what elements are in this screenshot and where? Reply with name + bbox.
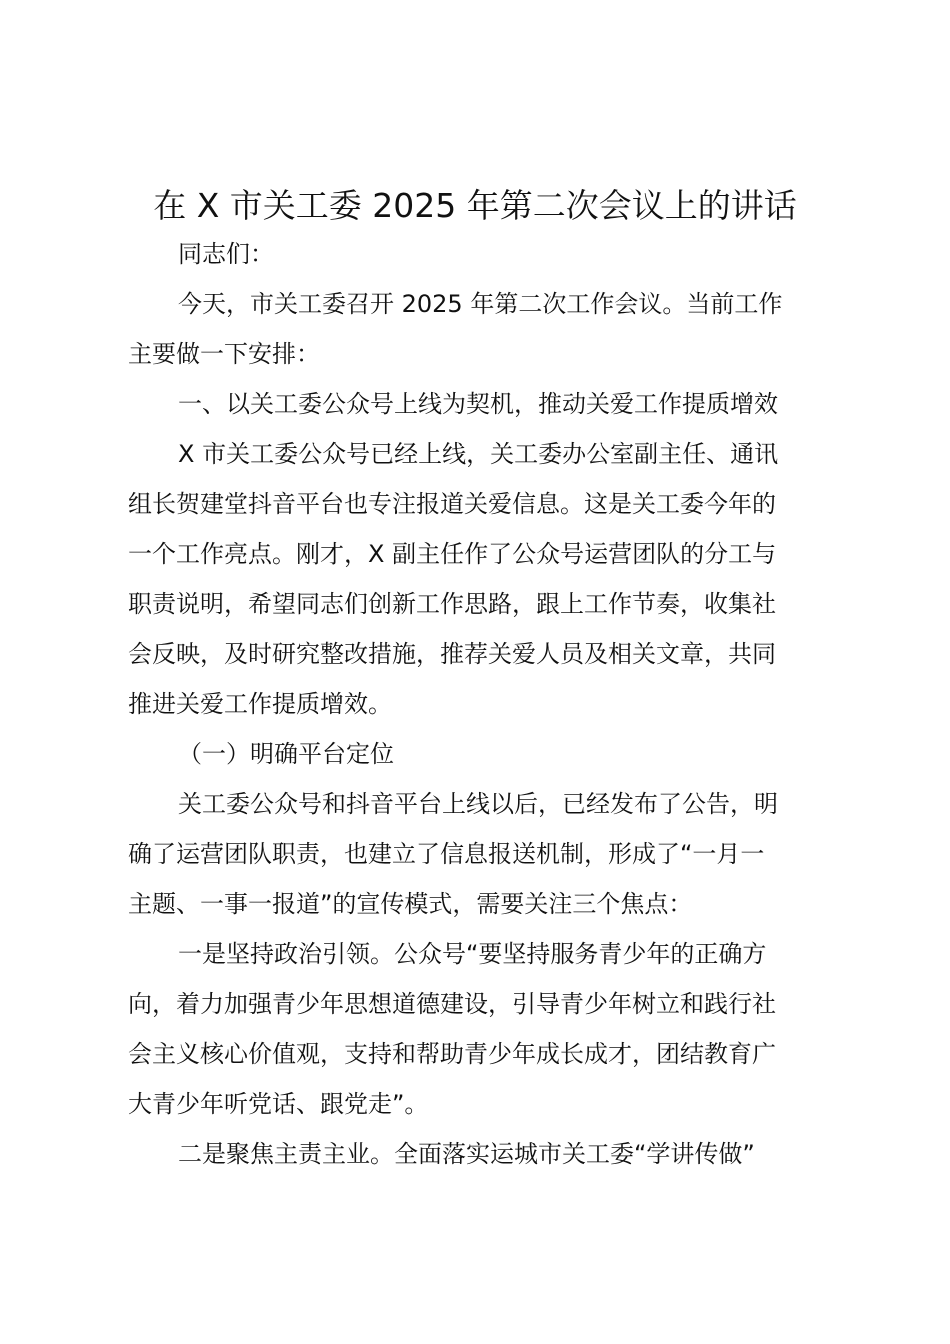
- paragraph-line: 组长贺建堂抖音平台也专注报道关爱信息。这是关工委今年的: [128, 490, 776, 518]
- paragraph-line: 大青少年听党话、跟党走”。: [128, 1090, 429, 1118]
- paragraph-line: 今天，市关工委召开 2025 年第二次工作会议。当前工作: [178, 290, 783, 318]
- paragraph-line: 确了运营团队职责，也建立了信息报送机制，形成了“一月一: [128, 840, 765, 868]
- paragraph-line: 会反映，及时研究整改措施，推荐关爱人员及相关文章，共同: [128, 640, 776, 668]
- paragraph-line: 向，着力加强青少年思想道德建设，引导青少年树立和践行社: [128, 990, 776, 1018]
- salutation: 同志们：: [178, 240, 274, 268]
- paragraph-line: 主要做一下安排：: [128, 340, 320, 368]
- section-heading-1: 一、以关工委公众号上线为契机，推动关爱工作提质增效: [178, 390, 778, 418]
- paragraph-line: 会主义核心价值观，支持和帮助青少年成长成才，团结教育广: [128, 1040, 776, 1068]
- paragraph-line: 一个工作亮点。刚才，X 副主任作了公众号运营团队的分工与: [128, 540, 777, 568]
- paragraph-line: 主题、一事一报道”的宣传模式，需要关注三个焦点：: [128, 890, 693, 918]
- subsection-heading-1: （一）明确平台定位: [178, 740, 394, 768]
- paragraph-line: 二是聚焦主责主业。全面落实运城市关工委“学讲传做”: [178, 1140, 755, 1168]
- paragraph-line: 关工委公众号和抖音平台上线以后，已经发布了公告，明: [178, 790, 778, 818]
- paragraph-line: X 市关工委公众号已经上线，关工委办公室副主任、通讯: [178, 440, 779, 468]
- paragraph-line: 一是坚持政治引领。公众号“要坚持服务青少年的正确方: [178, 940, 767, 968]
- paragraph-line: 推进关爱工作提质增效。: [128, 690, 392, 718]
- paragraph-line: 职责说明，希望同志们创新工作思路，跟上工作节奏，收集社: [128, 590, 776, 618]
- document-title: 在 X 市关工委 2025 年第二次会议上的讲话: [153, 186, 797, 225]
